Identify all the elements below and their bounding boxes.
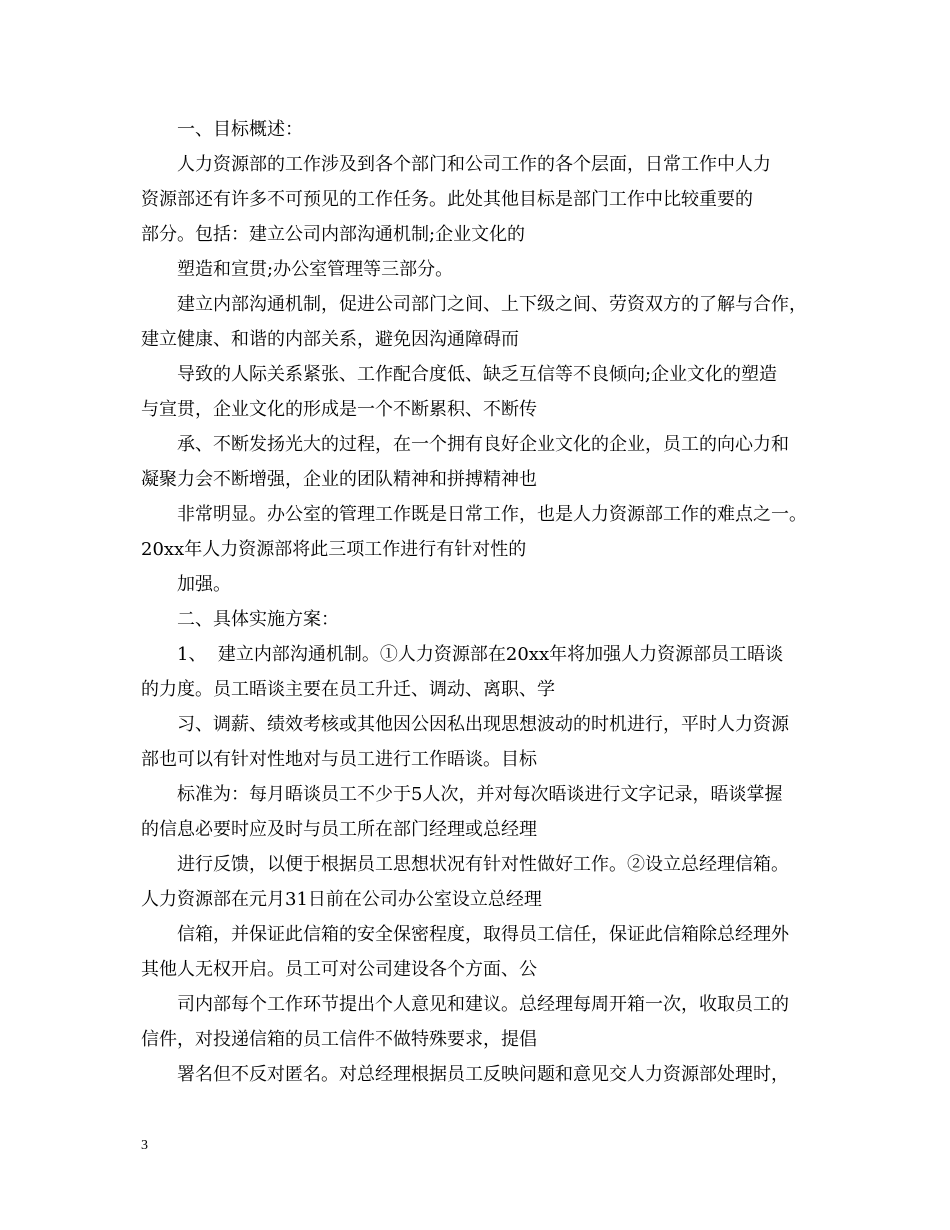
section-heading-plan: 二、具体实施方案： [177, 609, 339, 630]
text-line: 的力度。员工晤谈主要在员工升迁、调动、离职、学 [141, 679, 555, 700]
text-line: 建立健康、和谐的内部关系，避免因沟通障碍而 [141, 329, 519, 350]
text-line: 人力资源部在元月31日前在公司办公室设立总经理 [141, 889, 542, 910]
text-line: 非常明显。办公室的管理工作既是日常工作，也是人力资源部工作的难点之一。 [177, 504, 807, 525]
text-line: 加强。 [177, 574, 231, 595]
text-line: 司内部每个工作环节提出个人意见和建议。总经理每周开箱一次，收取员工的 [177, 994, 789, 1015]
text-line: 1、 建立内部沟通机制。①人力资源部在20xx年将加强人力资源部员工晤谈 [177, 644, 784, 665]
text-line: 部分。包括：建立公司内部沟通机制;企业文化的 [141, 224, 526, 245]
text-line: 进行反馈，以便于根据员工思想状况有针对性做好工作。②设立总经理信箱。 [177, 854, 789, 875]
text-line: 资源部还有许多不可预见的工作任务。此处其他目标是部门工作中比较重要的 [141, 189, 753, 210]
text-line: 塑造和宣贯;办公室管理等三部分。 [177, 259, 454, 280]
text-line: 20xx年人力资源部将此三项工作进行有针对性的 [141, 539, 527, 560]
text-line: 建立内部沟通机制，促进公司部门之间、上下级之间、劳资双方的了解与合作， [177, 294, 807, 315]
text-line: 人力资源部的工作涉及到各个部门和公司工作的各个层面，日常工作中人力 [177, 154, 771, 175]
text-line: 信件，对投递信箱的员工信件不做特殊要求，提倡 [141, 1029, 537, 1050]
text-line: 部也可以有针对性地对与员工进行工作晤谈。目标 [141, 749, 537, 770]
text-line: 署名但不反对匿名。对总经理根据员工反映问题和意见交人力资源部处理时， [177, 1064, 789, 1085]
text-line: 导致的人际关系紧张、工作配合度低、缺乏互信等不良倾向;企业文化的塑造 [177, 364, 778, 385]
page-number: 3 [141, 1138, 148, 1153]
section-heading-goals: 一、目标概述： [177, 119, 303, 140]
text-line: 其他人无权开启。员工可对公司建设各个方面、公 [141, 959, 537, 980]
text-line: 承、不断发扬光大的过程，在一个拥有良好企业文化的企业，员工的向心力和 [177, 434, 789, 455]
text-line: 与宣贯，企业文化的形成是一个不断累积、不断传 [141, 399, 537, 420]
text-line: 信箱，并保证此信箱的安全保密程度，取得员工信任，保证此信箱除总经理外 [177, 924, 789, 945]
text-line: 凝聚力会不断增强，企业的团队精神和拼搏精神也 [141, 469, 537, 490]
text-line: 的信息必要时应及时与员工所在部门经理或总经理 [141, 819, 537, 840]
text-line: 标准为：每月晤谈员工不少于5人次，并对每次晤谈进行文字记录，晤谈掌握 [177, 784, 783, 805]
text-line: 习、调薪、绩效考核或其他因公因私出现思想波动的时机进行，平时人力资源 [177, 714, 789, 735]
